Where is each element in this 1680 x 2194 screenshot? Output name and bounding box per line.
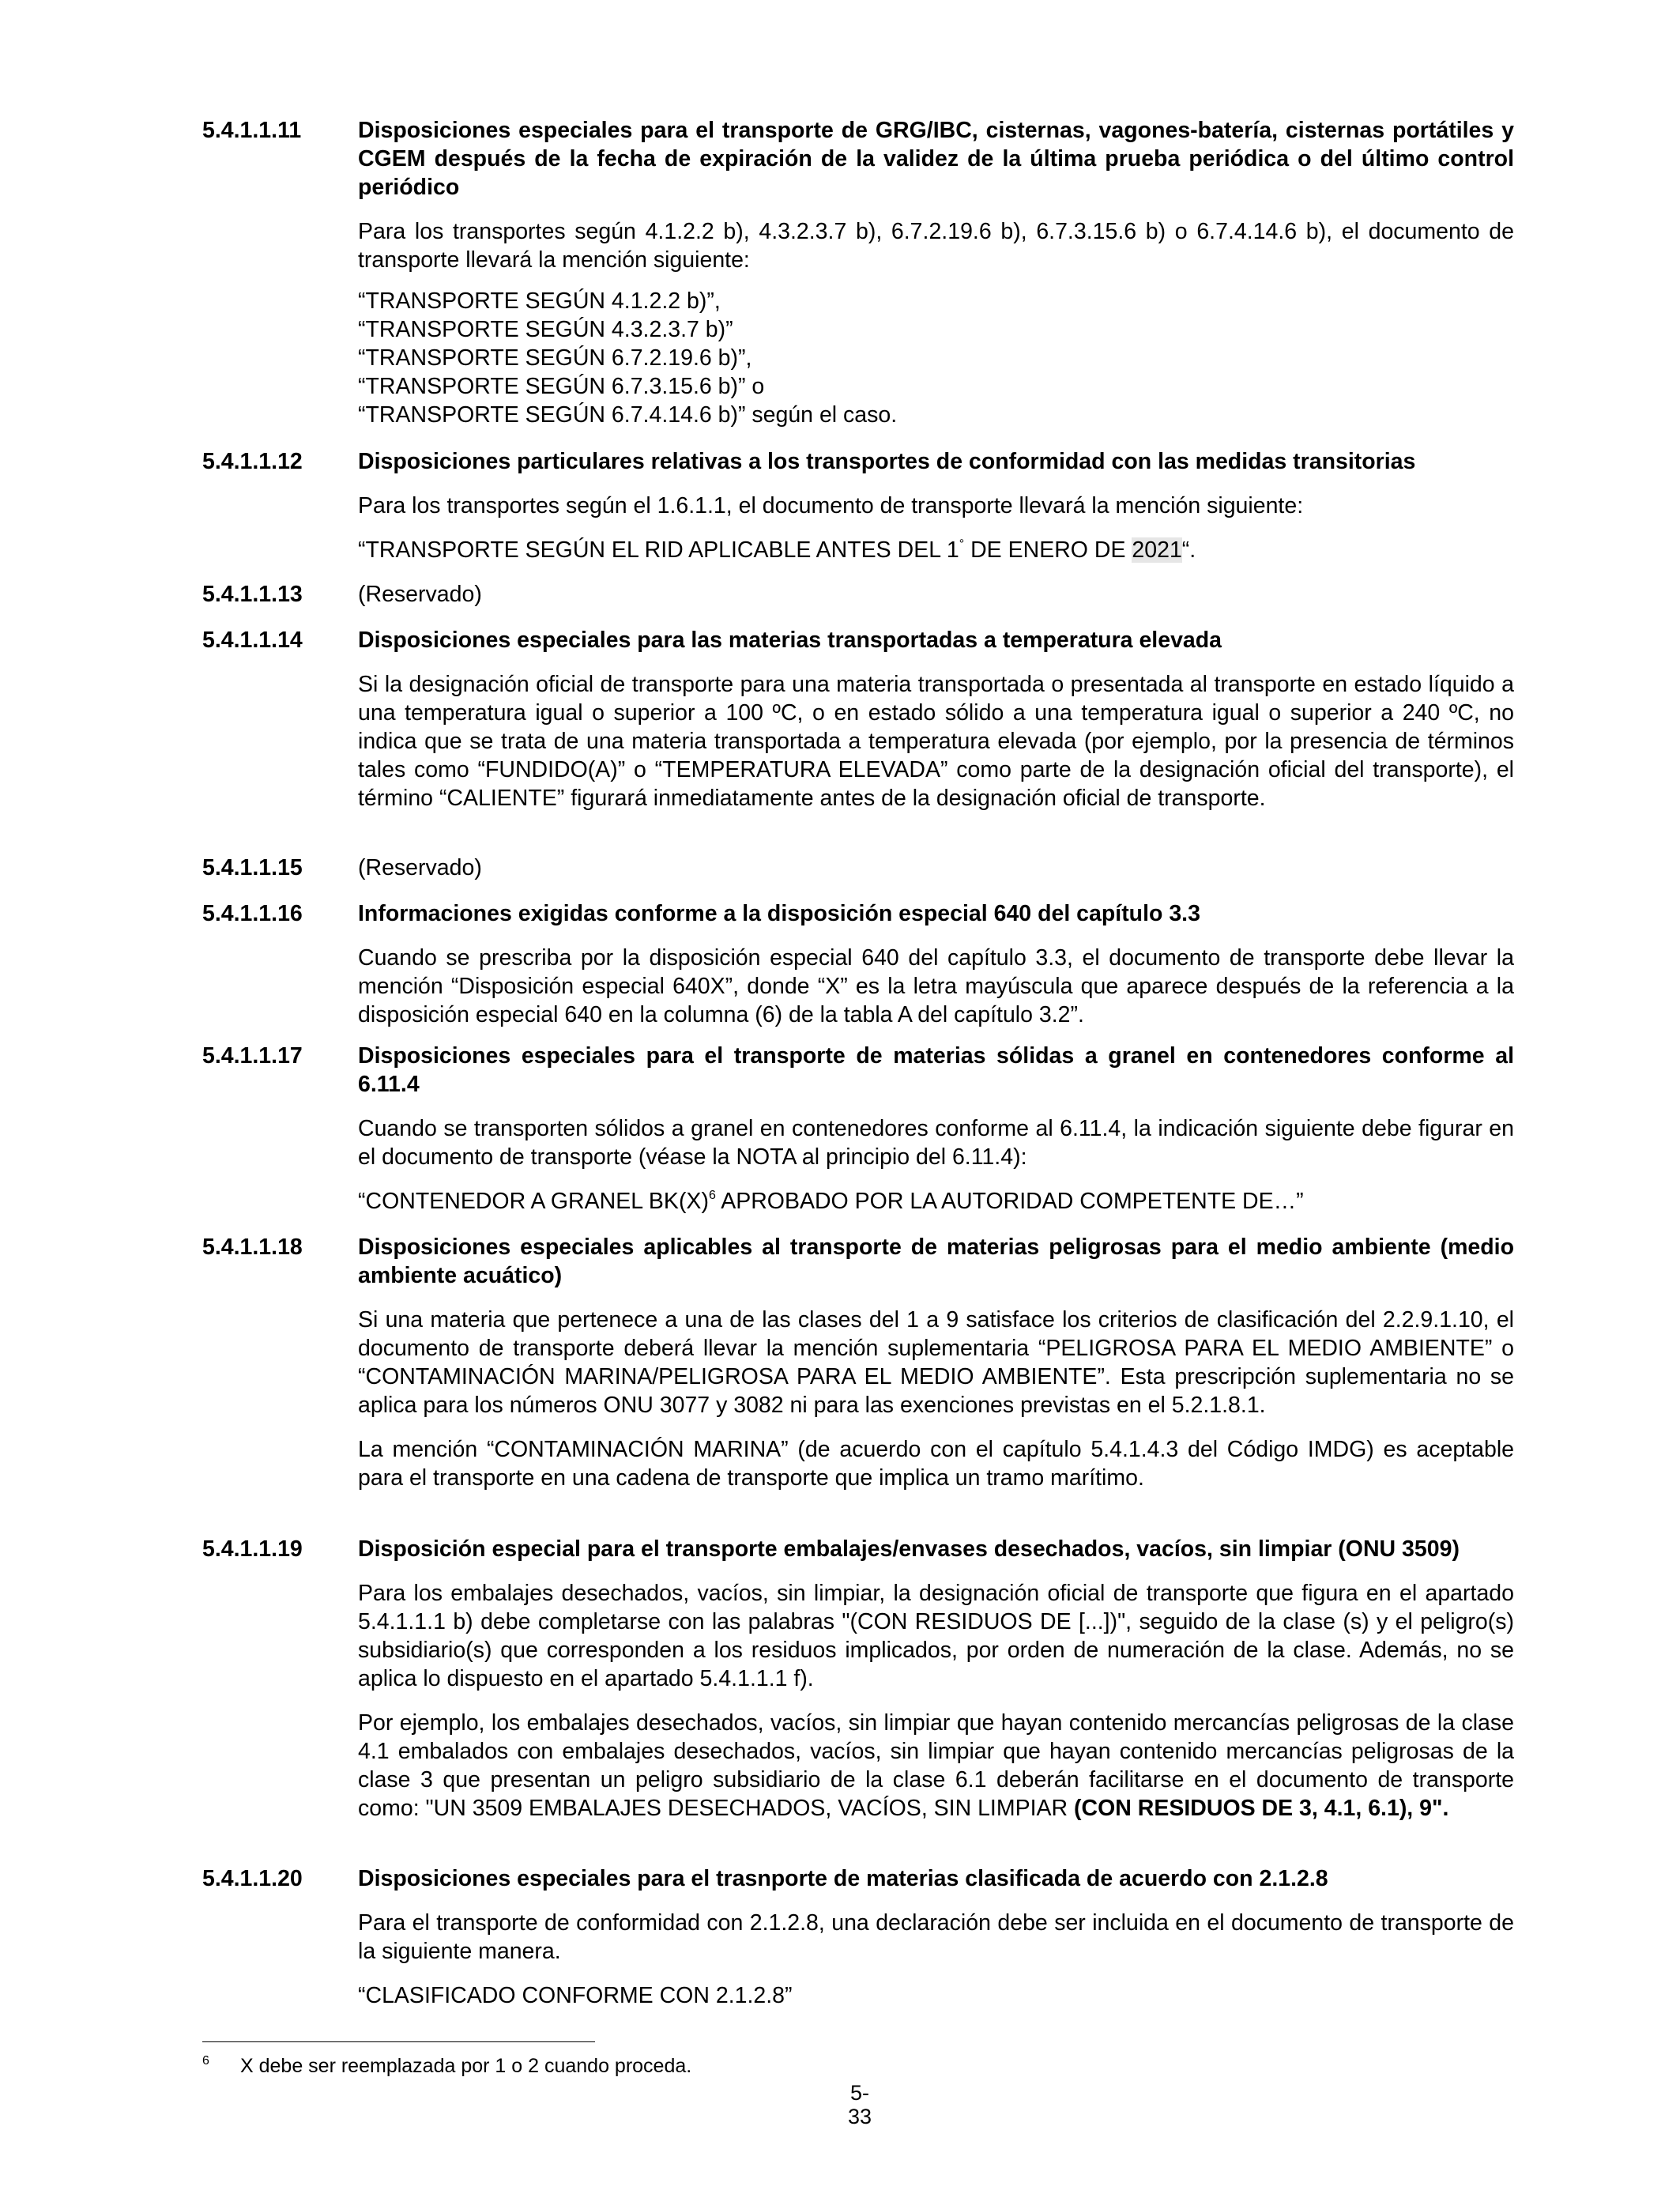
section-heading [202, 1864, 1514, 1893]
mention-line: “TRANSPORTE SEGÚN 4.3.2.3.7 b)” [358, 317, 733, 342]
section-heading [202, 626, 1514, 654]
section-heading [202, 899, 1514, 928]
section-5-4-1-1-15 [202, 854, 1514, 882]
footnote-separator [202, 2041, 595, 2042]
section-number: 5.4.1.1.20 [202, 1866, 303, 1891]
section-5-4-1-1-16 [202, 899, 1514, 1029]
section-title: (Reservado) [358, 582, 482, 607]
paragraph: Para los transportes según el 1.6.1.1, el documento de transporte llevará la mención siguiente: [358, 493, 1304, 518]
section-title: Disposiciones especiales para el transporte de materias sólidas a granel en contenedores conforme al 6.11.4 [358, 1043, 1514, 1097]
section-heading [202, 854, 1514, 882]
section-title: Disposiciones especiales para las materias transportadas a temperatura elevada [358, 628, 1222, 653]
page-number: 5-33 [847, 2081, 872, 2128]
section-5-4-1-1-11 [202, 116, 1514, 429]
section-heading [202, 1042, 1514, 1099]
section-number: 5.4.1.1.13 [202, 582, 303, 607]
paragraph: Para los transportes según 4.1.2.2 b), 4.3.2.3.7 b), 6.7.2.19.6 b), 6.7.3.15.6 b) o 6.7.4.14.6 b), el documento de transporte llevará la mención siguiente: [358, 219, 1514, 273]
paragraph: La mención “CONTAMINACIÓN MARINA” (de acuerdo con el capítulo 5.4.1.4.3 del Código IMDG) es aceptable para el transporte en una cadena de transporte que implica un tramo marítimo. [358, 1437, 1514, 1491]
section-heading [202, 1535, 1514, 1563]
quoted-mention: “TRANSPORTE SEGÚN EL RID APLICABLE ANTES DEL 1° DE ENERO DE 2021“. [358, 537, 1196, 563]
paragraph: Si la designación oficial de transporte para una materia transportada o presentada al transporte en estado líquido a una temperatura igual o superior a 100 ºC, o en estado sólido a una temperatura igual o superior a 240 ºC, no indica que se trata de una materia transportada a temperatura elevada (por ejemplo, por la presencia de términos tales como “FUNDIDO(A)” o “TEMPERATURA ELEVADA” como parte de la designación oficial del transporte), el término “CALIENTE” figurará inmediatamente antes de la designación oficial de transporte. [358, 672, 1514, 811]
bold-example: (CON RESIDUOS DE 3, 4.1, 6.1), 9". [1074, 1796, 1449, 1821]
section-heading [202, 447, 1514, 476]
section-title: Disposiciones especiales para el trasnporte de materias clasificada de acuerdo con 2.1.2.8 [358, 1866, 1328, 1891]
section-5-4-1-1-17 [202, 1042, 1514, 1216]
paragraph: Para el transporte de conformidad con 2.1.2.8, una declaración debe ser incluida en el documento de transporte de la siguiente manera. [358, 1910, 1514, 1964]
mention-line: “TRANSPORTE SEGÚN 6.7.3.15.6 b)” o [358, 374, 765, 399]
section-title: Disposición especial para el transporte embalajes/envases desechados, vacíos, sin limpiar (ONU 3509) [358, 1536, 1460, 1562]
paragraph: Por ejemplo, los embalajes desechados, vacíos, sin limpiar que hayan contenido mercancías peligrosas de la clase 4.1 embalados con embalajes desechados, vacíos, sin limpiar que hayan contenido mercancías peligrosas de la clase 3 que presentan un peligro subsidiario de la clase 6.1 deberán facilitarse en el documento de transporte como: "UN 3509 EMBALAJES DESECHADOS, VACÍOS, SIN LIMPIAR (CON RESIDUOS DE 3, 4.1, 6.1), 9". [358, 1710, 1514, 1821]
mention-list [202, 287, 1514, 429]
section-title: Disposiciones particulares relativas a los transportes de conformidad con las medidas transitorias [358, 449, 1416, 474]
section-heading [202, 1233, 1514, 1290]
quoted-mention: “CLASIFICADO CONFORME CON 2.1.2.8” [358, 1983, 793, 2008]
section-5-4-1-1-14 [202, 626, 1514, 812]
section-5-4-1-1-18 [202, 1233, 1514, 1492]
paragraph: Cuando se transporten sólidos a granel en contenedores conforme al 6.11.4, la indicación siguiente debe figurar en el documento de transporte (véase la NOTA al principio del 6.11.4): [358, 1116, 1514, 1170]
paragraph: Cuando se prescriba por la disposición especial 640 del capítulo 3.3, el documento de transporte debe llevar la mención “Disposición especial 640X”, donde “X” es la letra mayúscula que aparece después de la referencia a la disposición especial 640 en la columna (6) de la tabla A del capítulo 3.2”. [358, 945, 1514, 1027]
section-title: Disposiciones especiales para el transporte de GRG/IBC, cisternas, vagones-batería, cisternas portátiles y CGEM después de la fecha de expiración de la validez de la última prueba periódica o del último control periódico [358, 118, 1514, 200]
mention-line: “TRANSPORTE SEGÚN 4.1.2.2 b)”, [358, 288, 721, 314]
quoted-mention: “CONTENEDOR A GRANEL $BK(X)^6$ APROBADO POR LA AUTORIDAD COMPETENTE DE…” [358, 1189, 1304, 1214]
section-number: 5.4.1.1.15 [202, 855, 303, 880]
footnote-text: X debe ser reemplazada por 1 o 2 cuando proceda. [240, 2055, 692, 2077]
section-heading [202, 116, 1514, 202]
section-number: 5.4.1.1.12 [202, 449, 303, 474]
section-number: 5.4.1.1.11 [202, 118, 302, 143]
footnote-reference: 6 [708, 1189, 716, 1202]
section-title: Informaciones exigidas conforme a la disposición especial 640 del capítulo 3.3 [358, 901, 1200, 926]
section-5-4-1-1-20 [202, 1864, 1514, 2010]
section-heading [202, 580, 1514, 609]
paragraph: Para los embalajes desechados, vacíos, sin limpiar, la designación oficial de transporte que figura en el apartado 5.4.1.1.1 b) debe completarse con las palabras "(CON RESIDUOS DE [...])", seguido de la clase (s) y el peligro(s) subsidiario(s) que corresponden a los residuos implicados, por orden de numeración de la clase. Además, no se aplica lo dispuesto en el apartado 5.4.1.1.1 f). [358, 1581, 1514, 1691]
section-number: 5.4.1.1.17 [202, 1043, 303, 1069]
mention-line: “TRANSPORTE SEGÚN 6.7.4.14.6 b)” según el caso. [358, 402, 898, 428]
mention-line: “TRANSPORTE SEGÚN 6.7.2.19.6 b)”, [358, 345, 752, 371]
section-number: 5.4.1.1.18 [202, 1235, 303, 1260]
section-5-4-1-1-13 [202, 580, 1514, 609]
section-number: 5.4.1.1.16 [202, 901, 303, 926]
section-number: 5.4.1.1.14 [202, 628, 303, 653]
paragraph: Si una materia que pertenece a una de las clases del 1 a 9 satisface los criterios de clasificación del 2.2.9.1.10, el documento de transporte deberá llevar la mención suplementaria “PELIGROSA PARA EL MEDIO AMBIENTE” o “CONTAMINACIÓN MARINA/PELIGROSA PARA EL MEDIO AMBIENTE”. Esta prescripción suplementaria no se aplica para los números ONU 3077 y 3082 ni para las exenciones previstas en el 5.2.1.8.1. [358, 1307, 1514, 1418]
section-5-4-1-1-19 [202, 1535, 1514, 1823]
footnote-mark: 6 [202, 2054, 209, 2068]
section-number: 5.4.1.1.19 [202, 1536, 303, 1562]
section-5-4-1-1-12 [202, 447, 1514, 564]
highlighted-year: 2021 [1132, 537, 1182, 563]
section-title: (Reservado) [358, 855, 482, 880]
section-title: Disposiciones especiales aplicables al transporte de materias peligrosas para el medio ambiente (medio ambiente acuático) [358, 1235, 1514, 1288]
